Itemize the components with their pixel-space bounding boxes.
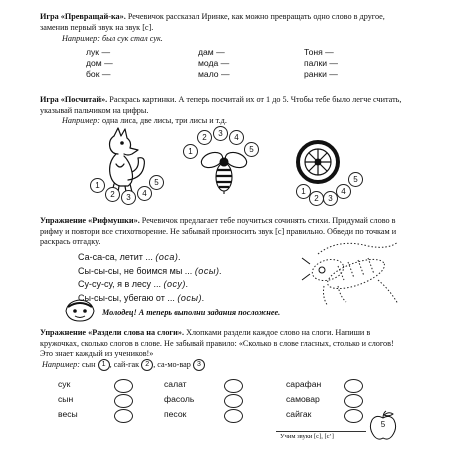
syllable-answer-circle[interactable]: [224, 409, 243, 423]
footer-label: Учим звуки [с], [с’]: [280, 433, 334, 440]
syllable-word: фасоль: [164, 394, 195, 404]
syllable-word: сарафан: [286, 379, 322, 389]
wasp-count-circle: 1: [183, 144, 198, 159]
syllable-column-1: [58, 379, 78, 424]
rhyme-line: Сы-сы-сы, не боимся мы ... (осы).: [78, 265, 223, 276]
example-syllable-circle: 2: [141, 359, 153, 371]
game1-example-text: был сук стал сук.: [99, 34, 163, 43]
exercise1-text: Речевичок предлагает тебе поучиться сочинять стихи. Придумай слово в рифму и повтори все стихотворение. Не забывай произносить звук [с] правильно. Обведи по точкам и раскрась отгадку.: [40, 216, 397, 247]
fox-count-circle: 3: [121, 190, 136, 205]
rhyme-line: Су-су-су, я в лесу ... (осу).: [78, 279, 189, 289]
exercise2-example-label: Например:: [42, 359, 80, 369]
wheel-count-circle: 5: [348, 172, 363, 187]
exercise1-title: Упражнение «Рифмушки».: [40, 216, 140, 225]
syllable-answer-circle[interactable]: [224, 379, 243, 393]
rhyme-poem: [78, 251, 298, 305]
word-item: лук —: [86, 47, 111, 57]
example-syllable-circle: 3: [193, 359, 205, 371]
game2-example-text: одна лиса, две лисы, три лисы и т.д.: [99, 116, 227, 125]
fox-count-circle: 1: [90, 178, 105, 193]
syllable-word: салат: [164, 379, 187, 389]
syllable-answer-circle[interactable]: [114, 409, 133, 423]
game2-example: [62, 116, 382, 127]
syllable-answer-circle[interactable]: [344, 409, 363, 423]
syllable-word: песок: [164, 409, 187, 419]
game1-instructions: [40, 12, 400, 33]
rhyme-answer: (осу).: [163, 279, 189, 289]
game2-instructions: [40, 95, 402, 116]
syllable-word: самовар: [286, 394, 320, 404]
fox-count-circle: 2: [105, 187, 120, 202]
exercise2-title: Упражнение «Раздели слова на слоги».: [40, 328, 185, 337]
syllable-answer-circle[interactable]: [114, 379, 133, 393]
wheel-count-circle: 3: [323, 191, 338, 206]
fox-count-circle: 4: [137, 186, 152, 201]
word-item: мало —: [198, 69, 230, 79]
game1-text: Речевичок рассказал Иринке, как можно превращать одно слово в другое, заменив первый звук на звук [с].: [40, 12, 385, 32]
game2-text: Раскрась картинки. А теперь посчитай их от 1 до 5. Чтобы тебе было легче считать, указывай пальчиком на цифры.: [40, 95, 402, 115]
wheel-illustration: [296, 140, 340, 184]
rhyme-line: Сы-сы-сы, убегаю от ... (осы).: [78, 292, 205, 303]
word-item: дам —: [198, 47, 225, 57]
character-face-icon: [62, 297, 98, 323]
wasp-count-circle: 5: [244, 142, 259, 157]
syllable-column-3: [286, 379, 321, 424]
rhyme-answer: (осы).: [194, 265, 223, 276]
wheel-count-circle: 2: [309, 191, 324, 206]
rhyme-line: Са-са-са, летит ... (оса).: [78, 252, 182, 262]
game1-column-2: [198, 47, 230, 80]
syllable-column-2: [164, 379, 194, 424]
syllable-answer-circle[interactable]: [114, 394, 133, 408]
word-item: ранки —: [304, 69, 338, 79]
syllable-answer-circle[interactable]: [224, 394, 243, 408]
word-item: дом —: [86, 58, 113, 68]
game1-title: Игра «Превращай-ка».: [40, 12, 126, 21]
game1-example: [62, 34, 382, 45]
syllable-word: сук: [58, 379, 71, 389]
exercise2-text: Хлопками раздели каждое слово на слоги. Напиши в кружочках, сколько слогов в слове. Не забывай правило: «Сколько в слове гласных, столько и слогов! Это знает каждый из учеников!»: [40, 328, 394, 359]
syllable-answer-circle[interactable]: [344, 394, 363, 408]
syllable-word: сын: [58, 394, 74, 404]
wheel-count-circle: 1: [296, 184, 311, 199]
syllable-word: сайгак: [286, 409, 312, 419]
dotted-wasp-drawing: [298, 240, 404, 308]
rhyme-answer: (оса).: [155, 252, 182, 262]
fox-count-circle: 5: [149, 175, 164, 190]
game1-column-1: [86, 47, 113, 80]
word-item: Тоня —: [304, 47, 334, 57]
footer-rule: [276, 431, 366, 432]
syllable-word: весы: [58, 409, 78, 419]
wasp-count-circle: 2: [197, 130, 212, 145]
wasp-count-circle: 4: [229, 130, 244, 145]
rhyme-answer: (осы).: [177, 292, 205, 303]
game1-example-label: Например:: [62, 34, 100, 43]
game2-example-label: Например:: [62, 116, 100, 125]
wheel-count-circle: 4: [336, 184, 351, 199]
word-item: палки —: [304, 58, 338, 68]
word-item: мода —: [198, 58, 230, 68]
exercise2-example: Например: сын 1 , сай-гак 2 , са-мо-вар 3: [42, 359, 382, 371]
wasp-illustration: [198, 150, 250, 194]
praise-text: Молодец! А теперь выполни задания посложнее.: [102, 308, 281, 317]
word-item: бок —: [86, 69, 111, 79]
wasp-count-circle: 3: [213, 126, 228, 141]
example-syllable-circle: 1: [98, 359, 110, 371]
game1-column-3: [304, 47, 338, 80]
game2-title: Игра «Посчитай».: [40, 95, 108, 104]
syllable-answer-circle[interactable]: [344, 379, 363, 393]
exercise2-instructions: [40, 328, 402, 360]
page-number: 5: [380, 420, 386, 429]
